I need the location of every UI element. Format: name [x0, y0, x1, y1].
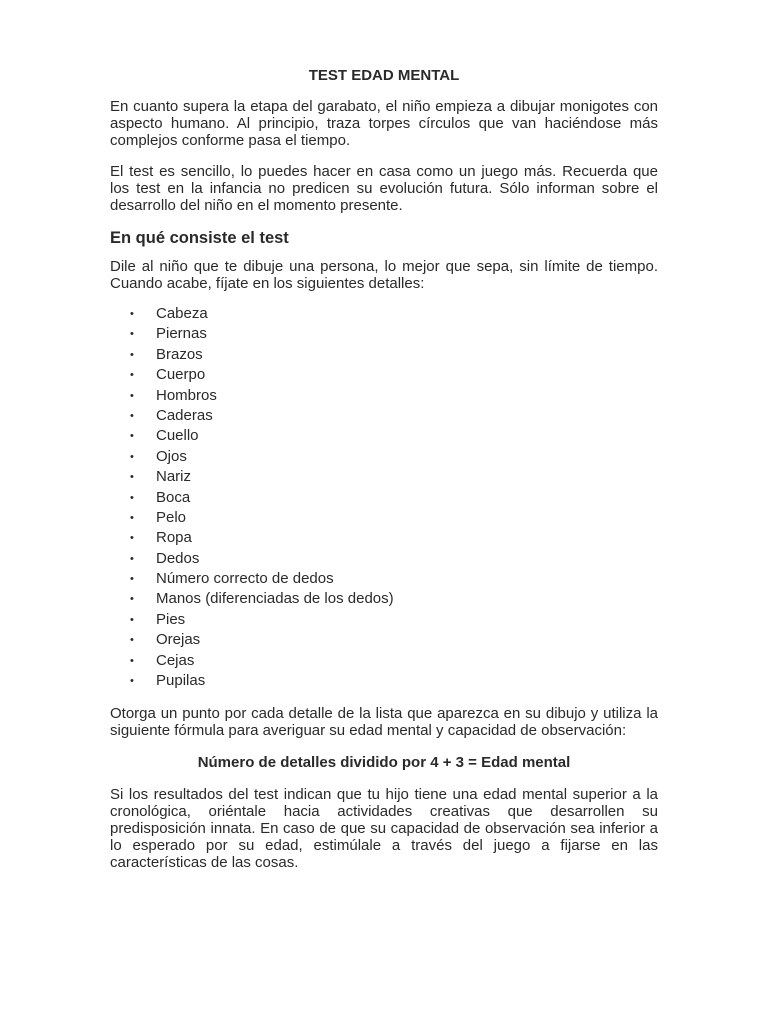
formula: Número de detalles dividido por 4 + 3 = Edad mental [197, 754, 571, 772]
bullet-icon: • [130, 675, 134, 688]
instructions-paragraph: Dile al niño que te dibuje una persona, lo mejor que sepa, sin límite de tiempo. Cuando acabe, fíjate en los siguientes detalles: [110, 258, 658, 292]
bullet-icon: • [130, 552, 134, 565]
list-item [110, 447, 658, 467]
bullet-icon: • [130, 308, 134, 320]
details-list [110, 304, 658, 691]
bullet-icon: • [130, 491, 134, 504]
list-item-label: Piernas [156, 325, 207, 343]
list-item-label: Pupilas [156, 672, 206, 690]
list-item [110, 528, 658, 548]
list-item-label: Cejas [156, 651, 195, 669]
list-item [110, 610, 658, 630]
list-item [110, 651, 658, 671]
list-item [110, 426, 658, 446]
closing-paragraph: Si los resultados del test indican que tu hijo tiene una edad mental superior a la cronológica, oriéntale hacia actividades creativas que desarrollen su predisposición innata. En caso de que su capacidad de observación sea inferior a lo esperado por su edad, estimúlale a través del juego a fijarse en las características de las cosas. [110, 786, 658, 872]
list-item-label: Hombros [156, 386, 217, 404]
intro-paragraph-1: En cuanto supera la etapa del garabato, el niño empieza a dibujar monigotes con aspecto humano. Al principio, traza torpes círculos que van haciéndose más complejos conforme pasa el tiempo. [110, 98, 658, 149]
document-title: TEST EDAD MENTAL [308, 67, 460, 84]
list-item [110, 304, 658, 324]
list-item-label: Ojos [156, 447, 187, 465]
list-item [110, 467, 658, 487]
bullet-icon: • [130, 409, 134, 422]
bullet-icon: • [130, 450, 134, 463]
list-item [110, 549, 658, 569]
list-item-label: Pies [156, 610, 186, 628]
list-item-label: Ropa [156, 529, 192, 547]
list-item-label: Brazos [156, 345, 203, 363]
list-item [110, 365, 658, 385]
bullet-icon: • [130, 532, 134, 545]
intro-paragraph-2: El test es sencillo, lo puedes hacer en casa como un juego más. Recuerda que los test en la infancia no predicen su evolución futura. Sólo informan sobre el desarrollo del niño en el momento presente. [110, 163, 658, 214]
list-item [110, 508, 658, 528]
bullet-icon: • [130, 389, 134, 402]
list-item [110, 406, 658, 426]
list-item [110, 488, 658, 508]
bullet-icon: • [130, 593, 134, 606]
section-heading: En qué consiste el test [110, 229, 289, 247]
list-item [110, 630, 658, 650]
list-item [110, 386, 658, 406]
list-item-label: Pelo [156, 508, 187, 526]
list-item [110, 324, 658, 344]
list-item [110, 671, 658, 691]
list-item-label: Caderas [156, 406, 213, 424]
list-item-label: Nariz [156, 468, 192, 486]
bullet-icon: • [130, 654, 134, 667]
list-item [110, 345, 658, 365]
bullet-icon: • [130, 430, 134, 443]
bullet-icon: • [130, 369, 134, 382]
list-item-label: Boca [156, 488, 191, 506]
bullet-icon: • [130, 348, 134, 361]
list-item-label: Dedos [156, 549, 200, 567]
list-item [110, 569, 658, 589]
bullet-icon: • [130, 328, 134, 341]
list-item-label: Número correcto de dedos [156, 570, 334, 588]
bullet-icon: • [130, 471, 134, 484]
list-item-label: Orejas [156, 631, 201, 649]
list-item-label: Cabeza [156, 305, 208, 322]
list-item-label: Manos (diferenciadas de los dedos) [156, 590, 394, 608]
bullet-icon: • [130, 573, 134, 586]
bullet-icon: • [130, 613, 134, 626]
scoring-paragraph: Otorga un punto por cada detalle de la lista que aparezca en su dibujo y utiliza la siguiente fórmula para averiguar su edad mental y capacidad de observación: [110, 705, 658, 740]
bullet-icon: • [130, 511, 134, 524]
document-page [110, 66, 658, 885]
list-item-label: Cuello [156, 427, 199, 445]
bullet-icon: • [130, 634, 134, 647]
list-item-label: Cuerpo [156, 366, 206, 384]
list-item [110, 589, 658, 609]
